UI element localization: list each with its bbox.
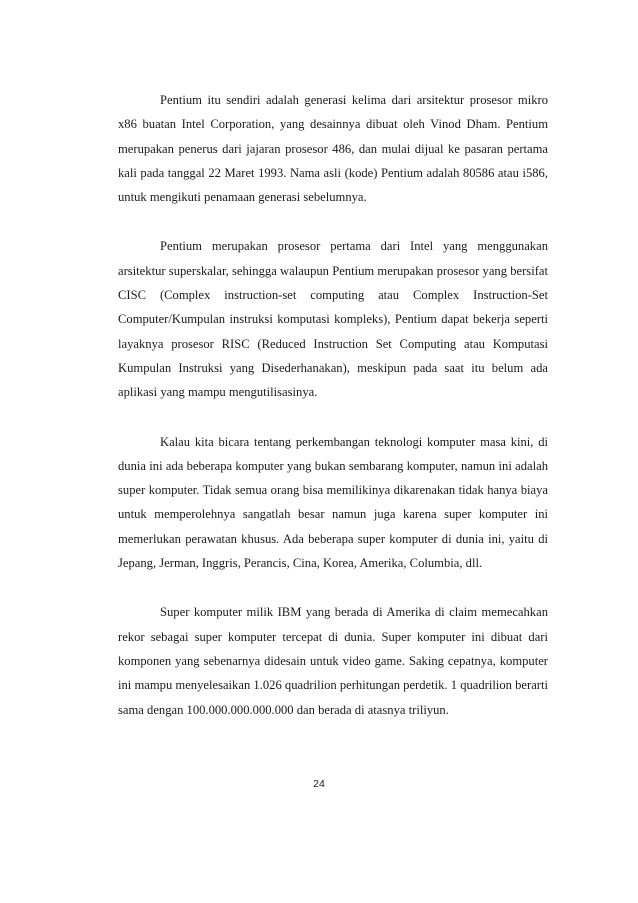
page-body: [118, 88, 548, 747]
paragraph-pentium-superscalar: Pentium merupakan prosesor pertama dari Intel yang menggunakan arsitektur superskalar, sehingga walaupun Pentium merupakan prosesor yang bersifat CISC (Complex instruction-set computing atau Complex Instruction-Set Computer/Kumpulan instruksi komputasi kompleks), Pentium dapat bekerja seperti layaknya prosesor RISC (Reduced Instruction Set Computing atau Komputasi Kumpulan Instruksi yang Disederhanakan), meskipun pada saat itu belum ada aplikasi yang mampu mengutilisasinya.: [118, 239, 548, 400]
page-number: 24: [313, 778, 325, 790]
paragraph-ibm-super-computer: Super komputer milik IBM yang berada di Amerika di claim memecahkan rekor sebagai super komputer tercepat di dunia. Super komputer ini dibuat dari komponen yang sebenarnya didesain untuk video game. Saking cepatnya, komputer ini mampu menyelesaikan 1.026 quadrilion perhitungan perdetik. 1 quadrilion berarti sama dengan 100.000.000.000.000 dan berada di atasnya triliyun.: [118, 605, 548, 717]
paragraph-super-computer: Kalau kita bicara tentang perkembangan teknologi komputer masa kini, di dunia ini ada beberapa komputer yang bukan sembarang komputer, namun ini adalah super komputer. Tidak semua orang bisa memilikinya dikarenakan tidak hanya biaya untuk memperolehnya sangatlah besar namun juga karena super komputer ini memerlukan perawatan khusus. Ada beberapa super komputer di dunia ini, yaitu di Jepang, Jerman, Inggris, Perancis, Cina, Korea, Amerika, Columbia, dll.: [118, 434, 548, 571]
paragraph-pentium-intro: Pentium itu sendiri adalah generasi kelima dari arsitektur prosesor mikro x86 buatan Intel Corporation, yang desainnya dibuat oleh Vinod Dham. Pentium merupakan penerus dari jajaran prosesor 486, dan mulai dijual ke pasaran pertama kali pada tanggal 22 Maret 1993. Nama asli (kode) Pentium adalah 80586 atau i586, untuk mengikuti penamaan generasi sebelumnya.: [118, 93, 548, 205]
